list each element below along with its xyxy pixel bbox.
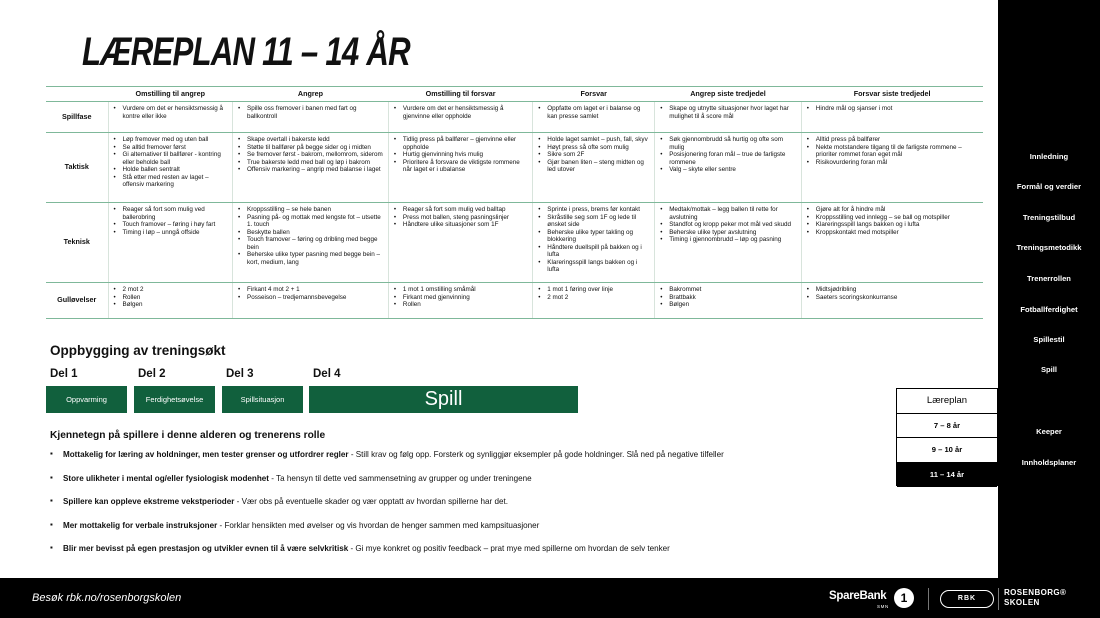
section-title: Oppbygging av treningsøkt — [50, 343, 226, 358]
table-cell — [801, 203, 983, 283]
laereplan-header[interactable]: Læreplan — [897, 389, 997, 414]
list-item: • Kroppsstilling – se hele banen — [237, 206, 384, 214]
item-text: - Still krav og følg opp. Forsterk og synliggjør eksempler på gode holdninger. Slå ned på negative tilfeller — [348, 450, 724, 459]
list-item: • Hurtig gjenvinning hvis mulig — [393, 151, 528, 159]
list-item: • Bakrommet — [659, 286, 797, 294]
sidebar — [998, 0, 1100, 618]
item-heading: Mottakelig for læring av holdninger, men tester grenser og utfordrer regler — [63, 450, 349, 459]
list-item: • Holde ballen sentralt — [113, 166, 229, 174]
list-item: • Håndtere duellspill på bakken og i lufta — [537, 244, 650, 259]
list-item — [50, 450, 910, 474]
table-cell — [233, 203, 389, 283]
list-item: • Sprinte i press, brems før kontakt — [537, 206, 650, 214]
table-cell — [533, 133, 655, 203]
rosenborg-skolen-logo — [1004, 588, 1066, 608]
table-row — [46, 133, 983, 203]
list-item — [50, 474, 910, 498]
list-item: • Se alltid fremover først — [113, 144, 229, 152]
list-item: • Bølgen — [659, 301, 797, 309]
list-item: • Medtak/mottak – legg ballen til rette for avslutning — [659, 206, 797, 221]
part-box-oppvarming: Oppvarming — [46, 386, 127, 413]
sparebank-one-icon: 1 — [894, 588, 914, 608]
list-item: • Håndtere ulike situasjoner som 1F — [393, 221, 528, 229]
table-row — [46, 102, 983, 133]
sidebar-item-treningstilbud[interactable]: Treningstilbud — [1022, 213, 1076, 222]
sidebar-item-innledning[interactable]: Innledning — [1029, 152, 1069, 161]
sidebar-item-keeper[interactable]: Keeper — [1036, 427, 1062, 436]
list-item: • 1 mot 1 føring over linje — [537, 286, 650, 294]
list-item: • Firkant 4 mot 2 + 1 — [237, 286, 384, 294]
list-item: • Rollen — [113, 294, 229, 302]
list-item: • Kroppsstilling ved innlegg – se ball og motspiller — [806, 214, 979, 222]
column-header: Angrep — [233, 87, 389, 102]
list-item: • Valg – skyte eller sentre — [659, 166, 797, 174]
laereplan-item-7-8[interactable]: 7 – 8 år — [897, 414, 997, 439]
table-cell — [108, 102, 233, 133]
table-cell — [388, 203, 532, 283]
list-item: • Støtte til ballfører på begge sider og i midten — [237, 144, 384, 152]
list-item: • True bakerste ledd med ball og løp i bakrom — [237, 159, 384, 167]
list-item: • Standfot og kropp peker mot mål ved skudd — [659, 221, 797, 229]
sidebar-item-spillestil[interactable]: Spillestil — [1033, 335, 1065, 344]
item-heading: Mer mottakelig for verbale instruksjoner — [63, 520, 218, 530]
list-item: • 2 mot 2 — [537, 294, 650, 302]
sparebank-logo — [829, 590, 889, 609]
list-item: • Brattbakk — [659, 294, 797, 302]
laereplan-item-9-10[interactable]: 9 – 10 år — [897, 438, 997, 463]
list-item: • Tidlig press på ballfører – gjenvinne eller oppholde — [393, 136, 528, 151]
table-cell — [388, 133, 532, 203]
list-item: • Søk gjennombrudd så hurtig og ofte som mulig — [659, 136, 797, 151]
table-cell — [108, 283, 233, 319]
part-label: Del 4 — [313, 368, 341, 380]
sidebar-item-innholdsplaner[interactable]: Innholdsplaner — [1021, 458, 1077, 467]
list-item — [50, 521, 910, 545]
footer-divider — [928, 588, 929, 610]
list-item: • Reager så fort som mulig ved ballerobring — [113, 206, 229, 221]
item-text: - Forklar hensikten med øvelser og vis hvordan de henger sammen med kampsituasjoner — [217, 520, 540, 530]
table-cell — [108, 133, 233, 203]
list-item: • Beherske ulike typer takling og blokkering — [537, 229, 650, 244]
table-cell — [233, 133, 389, 203]
item-heading: Store ulikheter i mental og/eller fysiologisk modenhet — [63, 473, 269, 483]
list-item: • Beherske ulike typer pasning med begge bein – kort, medium, lang — [237, 251, 384, 266]
column-header: Forsvar — [533, 87, 655, 102]
list-item: • Nekte motstandere tilgang til de farligste rommene – prioriter rommet foran eget mål — [806, 144, 979, 159]
list-item: • Reager så fort som mulig ved balltap — [393, 206, 528, 214]
column-header: Forsvar siste tredjedel — [801, 87, 983, 102]
item-text: - Gi mye konkret og positiv feedback – prat mye med spillerne om hvordan de selv tenker — [348, 544, 670, 553]
list-item — [50, 497, 910, 521]
page-title: LÆREPLAN 11 – 14 ÅR — [82, 30, 410, 74]
table-cell — [801, 283, 983, 319]
list-item: • Timing i gjennombrudd – løp og pasning — [659, 236, 797, 244]
list-item: • 1 mot 1 omstilling småmål — [393, 286, 528, 294]
laereplan-item-11-14[interactable]: 11 – 14 år — [897, 463, 997, 488]
table-cell — [655, 203, 802, 283]
curriculum-table — [46, 86, 983, 319]
column-header: Angrep siste tredjedel — [655, 87, 802, 102]
table-cell — [801, 133, 983, 203]
list-item: • Alltid press på ballfører — [806, 136, 979, 144]
table-cell — [533, 102, 655, 133]
item-heading: Blir mer bevisst på egen prestasjon og utvikler evnen til å være selvkritisk — [63, 544, 349, 553]
sidebar-item-fotballferdighet[interactable]: Fotballferdighet — [1020, 305, 1078, 314]
list-item: • Offensiv markering – angrip med balanse i laget — [237, 166, 384, 174]
list-item: • Skråstille seg som 1F og lede til ønsket side — [537, 214, 650, 229]
row-header: Gulløvelser — [46, 283, 108, 319]
list-item: • Løp fremover med og uten ball — [113, 136, 229, 144]
list-item: • Høyt press så ofte som mulig — [537, 144, 650, 152]
rbk-logo: RBK — [940, 590, 994, 608]
item-text: - Vær obs på eventuelle skader og vær opptatt av hvordan spillerne har det. — [234, 497, 508, 506]
characteristics-list — [50, 450, 910, 568]
list-item: • Oppfatte om laget er i balanse og kan presse samlet — [537, 105, 650, 120]
list-item: • Timing i løp – unngå offside — [113, 229, 229, 237]
footer-divider — [998, 588, 999, 610]
table-cell — [801, 102, 983, 133]
sparebank-smn: SMN — [877, 604, 889, 609]
corner-cell — [46, 87, 108, 102]
row-header: Spillfase — [46, 102, 108, 133]
list-item: • Skape og utnytte situasjoner hvor laget har mulighet til å score mål — [659, 105, 797, 120]
table-cell — [533, 203, 655, 283]
table-cell — [233, 102, 389, 133]
footer-link[interactable]: Besøk rbk.no/rosenborgskolen — [32, 592, 182, 604]
list-item: • Firkant med gjenvinning — [393, 294, 528, 302]
list-item: • Posseison – tredjemannsbevegelse — [237, 294, 384, 302]
list-item: • Vurdere om det er hensiktsmessig å kontre eller ikke — [113, 105, 229, 120]
table-row — [46, 203, 983, 283]
list-item: • Beherske ulike typer avslutning — [659, 229, 797, 237]
part-box-ferdighet: Ferdighetsøvelse — [134, 386, 215, 413]
list-item: • Sikre som 2F — [537, 151, 650, 159]
list-item: • Press mot ballen, steng pasningslinjer — [393, 214, 528, 222]
list-item: • Midtsjødribling — [806, 286, 979, 294]
list-item: • Kroppskontakt med motspiller — [806, 229, 979, 237]
rosenborg-line2: SKOLEN — [1004, 598, 1040, 607]
part-label: Del 1 — [50, 368, 78, 380]
sparebank-text: SpareBank — [829, 590, 887, 602]
sidebar-item-formal[interactable]: Formål og verdier — [1016, 182, 1082, 191]
list-item: • 2 mot 2 — [113, 286, 229, 294]
part-box-spillsituasjon: Spillsituasjon — [222, 386, 303, 413]
item-heading: Spillere kan oppleve ekstreme vekstperioder — [63, 497, 235, 506]
list-item — [50, 544, 910, 568]
table-cell — [655, 102, 802, 133]
list-item: • Hindre mål og sjanser i mot — [806, 105, 979, 113]
table-row — [46, 283, 983, 319]
part-label: Del 3 — [226, 368, 254, 380]
list-item: • Touch framover – føring og dribling med begge bein — [237, 236, 384, 251]
table-cell — [233, 283, 389, 319]
table-header-row — [46, 87, 983, 102]
list-item: • Risikovurdering foran mål — [806, 159, 979, 167]
list-item: • Pasning på- og mottak med lengste fot – utsette 1. touch — [237, 214, 384, 229]
list-item: • Posisjonering foran mål – true de farligste rommene — [659, 151, 797, 166]
table-cell — [533, 283, 655, 319]
list-item: • Saeters scoringskonkurranse — [806, 294, 979, 302]
list-item: • Holde laget samlet – push, fall, skyv — [537, 136, 650, 144]
list-item: • Se fremover først - bakrom, mellomrom, siderom — [237, 151, 384, 159]
column-header: Omstilling til forsvar — [388, 87, 532, 102]
item-text: - Ta hensyn til dette ved sammensetning av grupper og under treningene — [269, 473, 532, 483]
table-cell — [108, 203, 233, 283]
list-item: • Vurdere om det er hensiktsmessig å gjenvinne eller oppholde — [393, 105, 528, 120]
list-item: • Prioritere å forsvare de viktigste rommene når laget er i ubalanse — [393, 159, 528, 174]
row-header: Teknisk — [46, 203, 108, 283]
laereplan-panel — [896, 388, 998, 486]
part-box-spill: Spill — [309, 386, 578, 413]
list-item: • Gjør banen liten – steng midten og led utover — [537, 159, 650, 174]
list-item: • Touch framover – føring i høy fart — [113, 221, 229, 229]
list-item: • Klareringsspill langs bakken og i lufta — [537, 259, 650, 274]
row-header: Taktisk — [46, 133, 108, 203]
list-item: • Gjøre alt for å hindre mål — [806, 206, 979, 214]
list-item: • Skape overtall i bakerste ledd — [237, 136, 384, 144]
table-cell — [388, 102, 532, 133]
list-item: • Bølgen — [113, 301, 229, 309]
list-item: • Beskytte ballen — [237, 229, 384, 237]
list-item: • Gi alternativer til ballfører - kontring eller beholde ball — [113, 151, 229, 166]
characteristics-title: Kjennetegn på spillere i denne alderen og trenerens rolle — [50, 430, 326, 441]
list-item: • Klareringsspill langs bakken og i lufta — [806, 221, 979, 229]
sidebar-item-trenerrollen[interactable]: Trenerrollen — [1027, 274, 1071, 283]
sidebar-item-treningsmetodikk[interactable]: Treningsmetodikk — [1016, 243, 1082, 252]
table-cell — [655, 133, 802, 203]
sidebar-item-spill[interactable]: Spill — [1040, 365, 1058, 374]
list-item: • Stå etter med resten av laget – offensiv markering — [113, 174, 229, 189]
table-cell — [388, 283, 532, 319]
table-cell — [655, 283, 802, 319]
list-item: • Spille oss fremover i banen med fart og ballkontroll — [237, 105, 384, 120]
list-item: • Rollen — [393, 301, 528, 309]
rosenborg-line1: ROSENBORG® — [1004, 588, 1067, 597]
column-header: Omstilling til angrep — [108, 87, 233, 102]
part-label: Del 2 — [138, 368, 166, 380]
